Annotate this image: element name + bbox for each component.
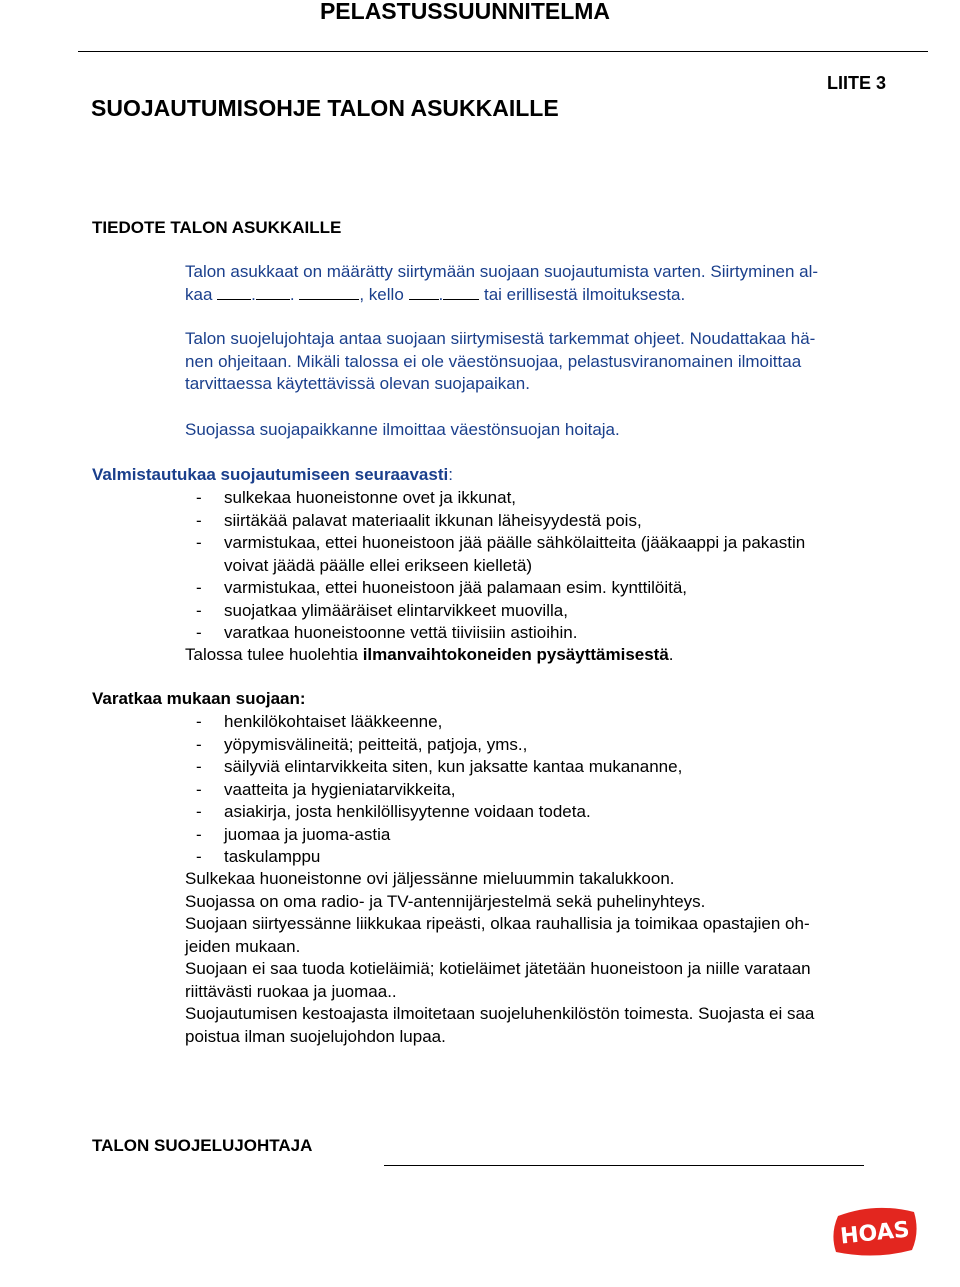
list-item-text: vaatteita ja hygieniatarvikkeita, xyxy=(224,779,456,799)
signature-label: TALON SUOJELUJOHTAJA xyxy=(92,1136,313,1155)
shelter-keeper-note: Suojassa suojapaikkanne ilmoittaa väestönsuojan hoitaja. xyxy=(185,420,620,439)
list-item-text: sulkekaa huoneistonne ovet ja ikkunat, xyxy=(224,488,517,507)
hoas-logo-icon xyxy=(830,1200,920,1262)
intro-paragraph xyxy=(185,261,905,306)
list-item xyxy=(196,846,906,869)
instructions-line-3: tarvittaessa käytettävissä olevan suojapaikan. xyxy=(185,374,530,393)
list-item xyxy=(196,779,906,802)
bring-list xyxy=(196,711,906,869)
bullet-dash: - xyxy=(196,510,202,530)
time-separator: . xyxy=(438,284,444,304)
bullet-dash: - xyxy=(196,734,202,754)
intro-text-end: tai erillisestä ilmoituksesta. xyxy=(483,284,686,304)
list-item xyxy=(196,756,906,779)
list-item-text: taskulamppu xyxy=(224,847,321,866)
list-item xyxy=(196,824,906,847)
prepare-heading-colon: : xyxy=(448,465,453,484)
list-item xyxy=(196,801,906,824)
list-item xyxy=(196,510,906,533)
notice-heading: TIEDOTE TALON ASUKKAILLE xyxy=(92,218,342,237)
prepare-heading xyxy=(92,464,453,486)
instructions-line-2: nen ohjeitaan. Mikäli talossa ei ole väestönsuojaa, pelastusviranomainen ilmoittaa xyxy=(185,351,802,371)
ventilation-note-text: Talossa tulee huolehtia xyxy=(185,645,363,664)
ventilation-note-emphasis: ilmanvaihtokoneiden pysäyttämisestä xyxy=(362,645,669,664)
date-separator: . xyxy=(251,284,256,304)
list-item xyxy=(196,734,906,757)
list-item-text: henkilökohtaiset lääkkeenne, xyxy=(224,712,443,731)
closing-line: Suojaan siirtyessänne liikkukaa ripeästi, olkaa rauhallisia ja toimikaa opastajien oh- xyxy=(185,914,810,933)
hoas-logo xyxy=(830,1200,920,1262)
instructions-paragraph xyxy=(185,328,905,396)
date-year-blank[interactable] xyxy=(299,285,359,300)
bullet-dash: - xyxy=(196,847,202,866)
prepare-heading-text: Valmistautukaa suojautumiseen seuraavasti xyxy=(92,465,449,484)
closing-line: jeiden mukaan. xyxy=(185,936,301,956)
bullet-dash: - xyxy=(196,824,202,844)
list-item-text: suojatkaa ylimääräiset elintarvikkeet muovilla, xyxy=(224,600,568,620)
bullet-dash: - xyxy=(196,712,202,731)
closing-line: Suojassa on oma radio- ja TV-antennijärjestelmä sekä puhelinyhteys. xyxy=(185,891,706,911)
bullet-dash: - xyxy=(196,488,202,507)
list-item-text: siirtäkää palavat materiaalit ikkunan läheisyydestä pois, xyxy=(224,510,642,530)
list-item xyxy=(196,711,906,734)
intro-text-start: kaa xyxy=(185,284,213,304)
date-separator: . xyxy=(289,284,295,304)
bring-heading: Varatkaa mukaan suojaan: xyxy=(92,689,306,708)
ventilation-note-end: . xyxy=(668,645,674,664)
list-item-text: säilyviä elintarvikkeita siten, kun jaksatte kantaa mukananne, xyxy=(224,757,683,776)
list-item-text-continued: voivat jäädä päälle ellei erikseen kielletä) xyxy=(224,555,533,575)
bullet-dash: - xyxy=(196,578,202,597)
list-item-text: asiakirja, josta henkilöllisyytenne voidaan todeta. xyxy=(224,802,591,821)
time-minute-blank[interactable] xyxy=(443,285,479,300)
page-title: SUOJAUTUMISOHJE TALON ASUKKAILLE xyxy=(91,95,559,121)
bullet-dash: - xyxy=(196,623,202,642)
intro-line-1: Talon asukkaat on määrätty siirtymään suojaan suojautumista varten. Siirtyminen al- xyxy=(185,262,819,281)
bullet-dash: - xyxy=(196,802,202,821)
list-item xyxy=(196,487,906,510)
closing-line: Sulkekaa huoneistonne ovi jäljessänne mieluummin takalukkoon. xyxy=(185,869,675,888)
list-item-text: varmistukaa, ettei huoneistoon jää päälle sähkölaitteita (jääkaappi ja pakastin xyxy=(224,533,806,552)
list-item-text: varmistukaa, ettei huoneistoon jää palamaan esim. kynttilöitä, xyxy=(224,578,688,597)
ventilation-note xyxy=(185,644,905,667)
time-hour-blank[interactable] xyxy=(409,285,439,300)
header-divider xyxy=(78,51,928,52)
instructions-line-1: Talon suojelujohtaja antaa suojaan siirtymisestä tarkemmat ohjeet. Noudattakaa hä- xyxy=(185,329,816,348)
document-header-title: PELASTUSSUUNNITELMA xyxy=(319,0,611,24)
list-item-text: juomaa ja juoma-astia xyxy=(224,824,391,844)
list-item xyxy=(196,532,906,577)
bullet-dash: - xyxy=(196,600,202,620)
time-label: , kello xyxy=(359,284,404,304)
bullet-dash: - xyxy=(196,779,202,799)
date-day-blank[interactable] xyxy=(217,285,251,300)
closing-line: riittävästi ruokaa ja juomaa.. xyxy=(185,981,397,1001)
list-item-text: yöpymisvälineitä; peitteitä, patjoja, yms., xyxy=(224,734,528,754)
appendix-label: LIITE 3 xyxy=(827,73,887,93)
bullet-dash: - xyxy=(196,757,202,776)
list-item-text: varatkaa huoneistoonne vettä tiiviisiin astioihin. xyxy=(224,623,578,642)
list-item xyxy=(196,577,906,600)
closing-line: Suojaan ei saa tuoda kotieläimiä; kotieläimet jätetään huoneistoon ja niille varataan xyxy=(185,959,811,978)
hoas-logo-text: HOAS xyxy=(839,1217,911,1250)
signature-line[interactable] xyxy=(384,1165,864,1166)
list-item xyxy=(196,600,906,623)
date-month-blank[interactable] xyxy=(256,285,290,300)
list-item xyxy=(196,622,906,645)
intro-line-2 xyxy=(185,284,905,307)
closing-line: poistua ilman suojelujohdon lupaa. xyxy=(185,1026,446,1046)
prepare-list xyxy=(196,487,906,645)
bullet-dash: - xyxy=(196,533,202,552)
closing-line: Suojautumisen kestoajasta ilmoitetaan suojeluhenkilöstön toimesta. Suojasta ei saa xyxy=(185,1004,815,1023)
closing-instructions xyxy=(185,868,905,1048)
